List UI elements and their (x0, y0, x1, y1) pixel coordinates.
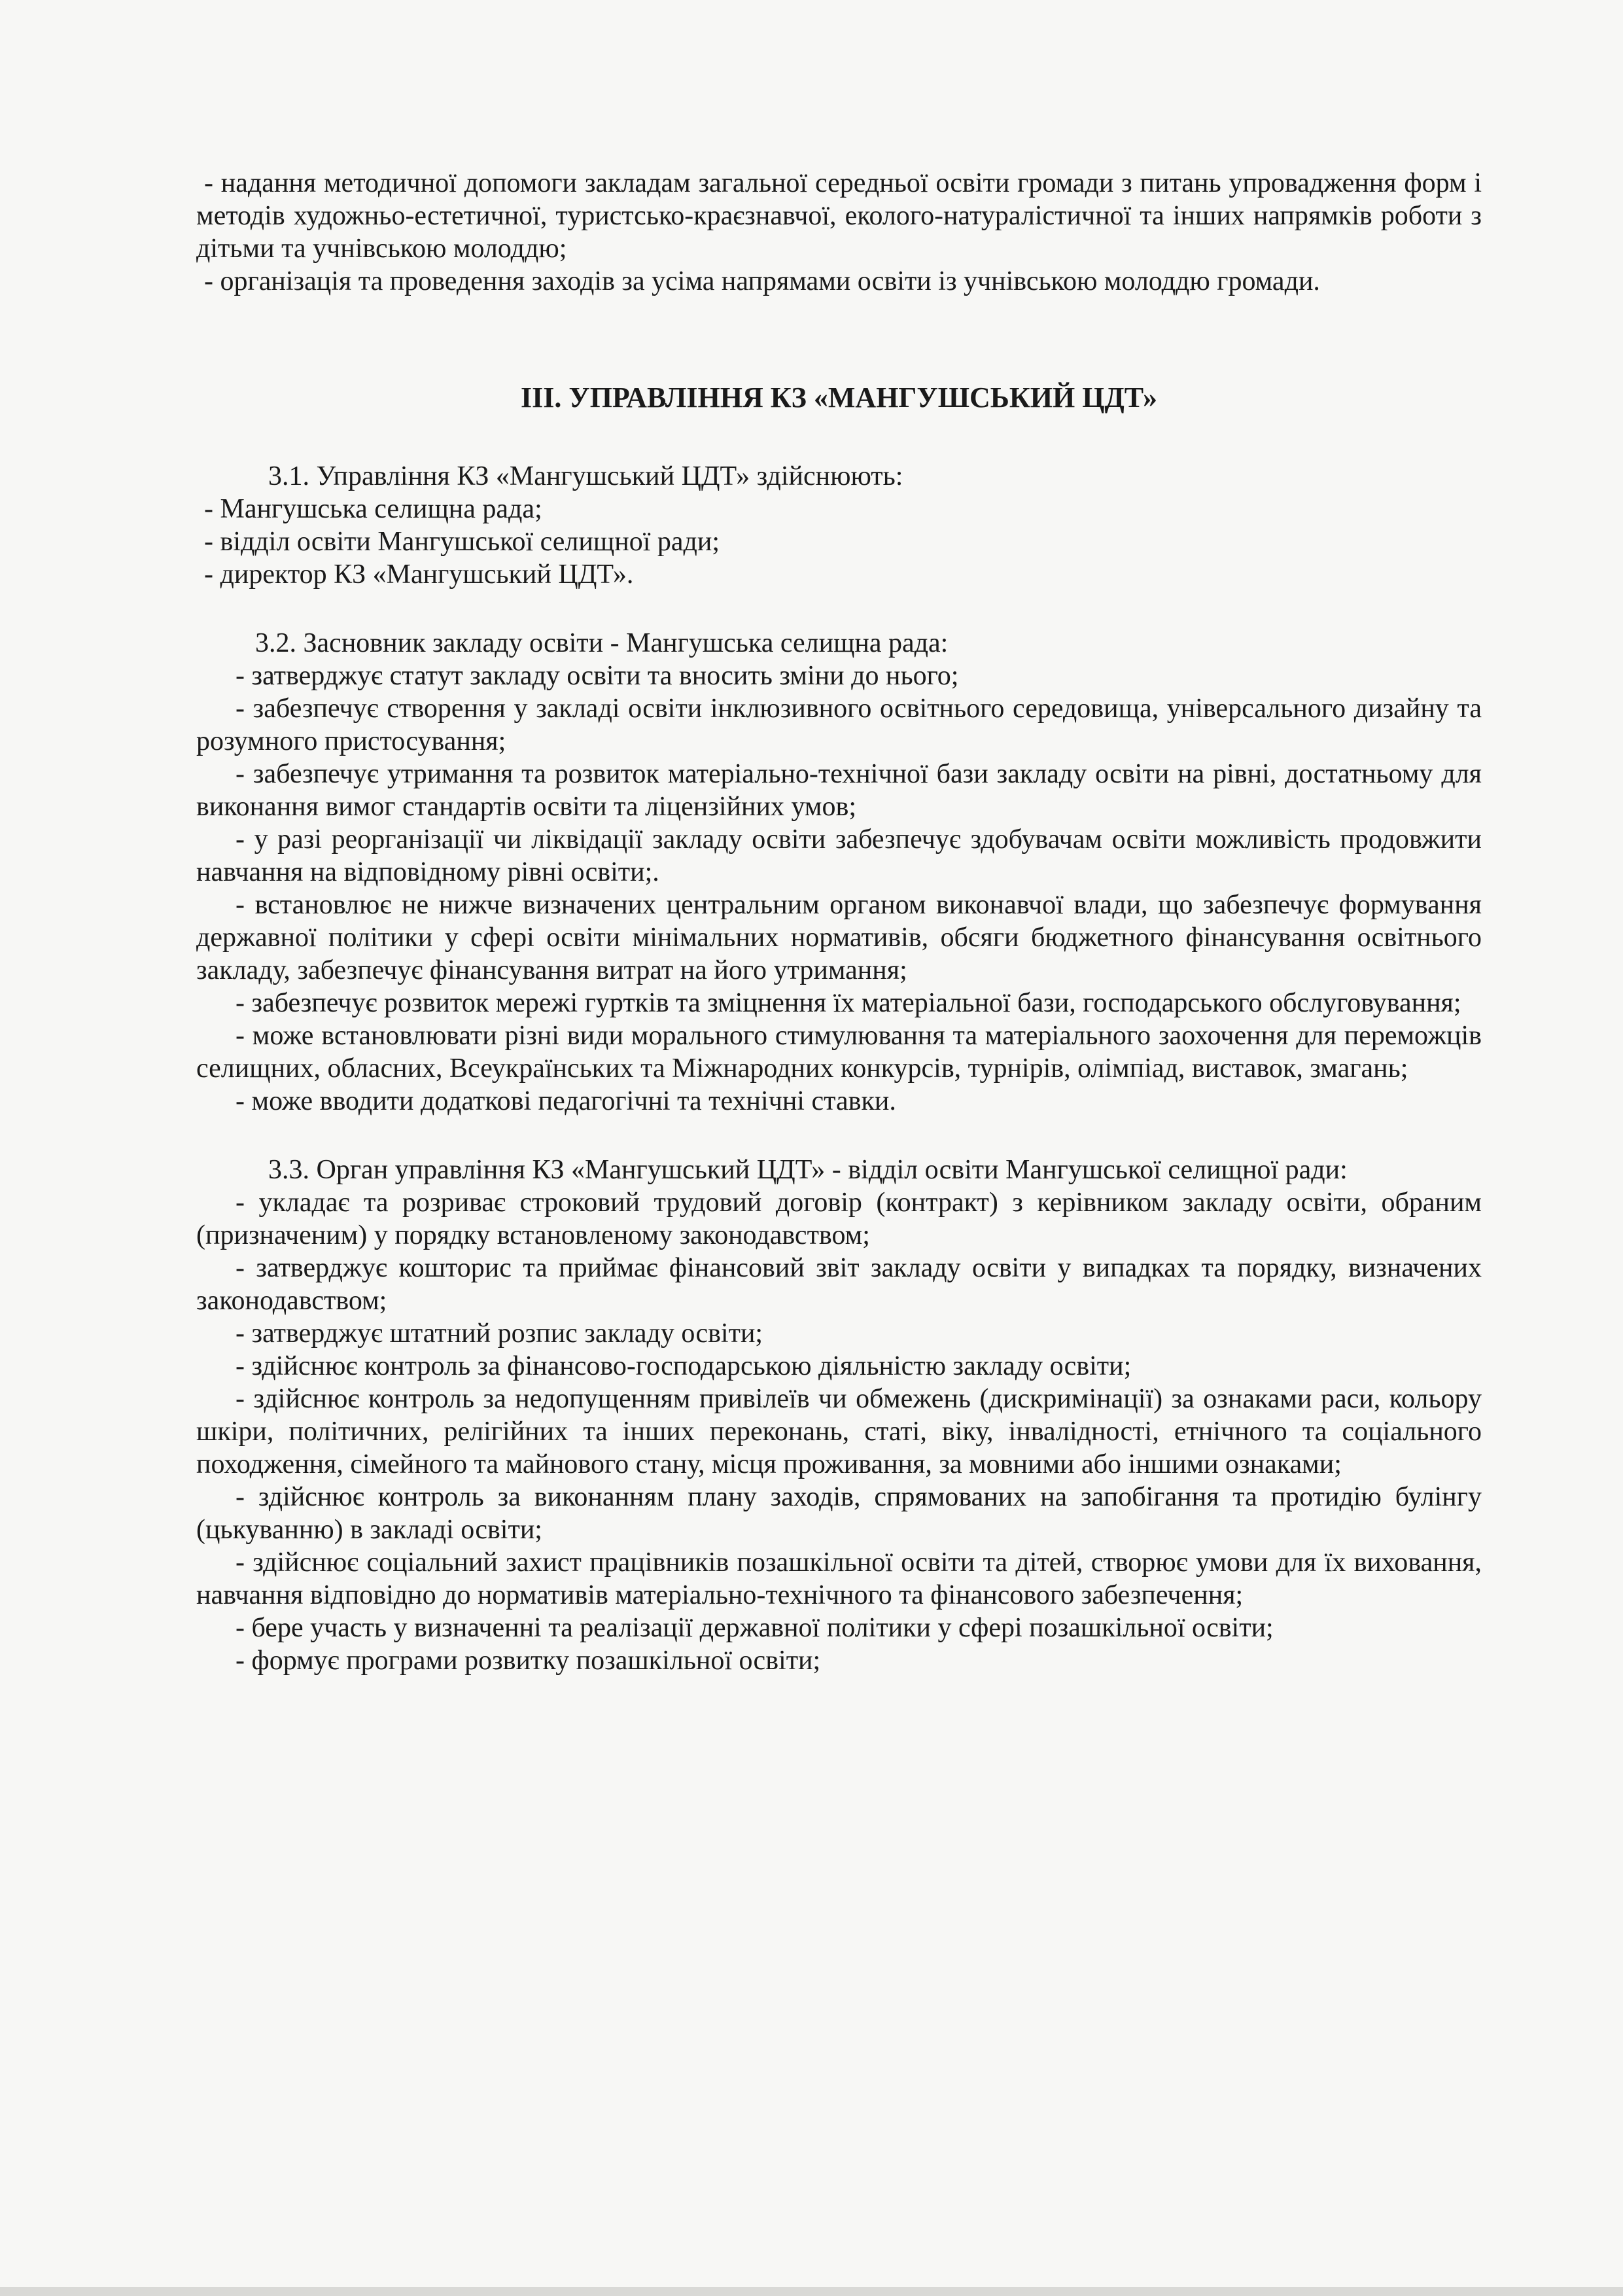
section-3-1 (196, 460, 1482, 591)
scan-edge (0, 2287, 1623, 2296)
intro-item: - надання методичної допомоги закладам загальної середньої освіти громади з питань упровадження форм і методів художньо-естетичної, туристсько-краєзнавчої, еколого-натуралістичної та інших напрямків роботи з дітьми та учнівською молоддю; (196, 168, 1482, 264)
list-item: - здійснює контроль за виконанням плану заходів, спрямованих на запобігання та протидію булінгу (цькуванню) в закладі освіти; (196, 1482, 1482, 1545)
list-item: - забезпечує розвиток мережі гуртків та зміцнення їх матеріальної бази, господарського обслуговування; (236, 988, 1461, 1018)
list-item: - може встановлювати різні види морального стимулювання та матеріального заохочення для переможців селищних, обласних, Всеукраїнських та Міжнародних конкурсів, турнірів, олімпіад, виставок, змагань; (196, 1021, 1482, 1084)
intro-item: - організація та проведення заходів за усіма напрямами освіти із учнівською молоддю громади. (204, 266, 1320, 296)
list-item: - формує програми розвитку позашкільної освіти; (236, 1646, 821, 1676)
list-item: - здійснює контроль за фінансово-господарською діяльністю закладу освіти; (236, 1351, 1132, 1381)
document-body (196, 167, 1482, 1677)
section-3-1-heading: 3.1. Управління КЗ «Мангушський ЦДТ» здійснюють: (268, 461, 903, 491)
section-3-2-heading: 3.2. Засновник закладу освіти - Мангушська селищна рада: (255, 628, 949, 658)
list-item: - забезпечує утримання та розвиток матеріально-технічної бази закладу освіти на рівні, достатньому для виконання вимог стандартів освіти та ліцензійних умов; (196, 759, 1482, 822)
section-3-3 (196, 1154, 1482, 1677)
list-item: - встановлює не нижче визначених центральним органом виконавчої влади, що забезпечує формування державної політики у сфері освіти мінімальних нормативів, обсяги бюджетного фінансування освітнього закладу, забезпечує фінансування витрат на його утримання; (196, 890, 1482, 985)
list-item: - Мангушська селищна рада; (204, 494, 542, 524)
list-item: - затверджує штатний розпис закладу освіти; (236, 1318, 763, 1349)
list-item: - укладає та розриває строковий трудовий договір (контракт) з керівником закладу освіти, обраним (призначеним) у порядку встановленому законодавством; (196, 1188, 1482, 1250)
list-item: - здійснює контроль за недопущенням привілеїв чи обмежень (дискримінації) за ознаками раси, кольору шкіри, політичних, релігійних та інших переконань, статі, віку, інвалідності, етнічного та соціального походження, сімейного та майнового стану, місця проживання, за мовними або іншими ознаками; (196, 1384, 1482, 1479)
spacer (196, 1118, 1482, 1154)
list-item: - затверджує кошторис та приймає фінансовий звіт закладу освіти у випадках та порядку, визначених законодавством; (196, 1253, 1482, 1316)
list-item: - у разі реорганізації чи ліквідації закладу освіти забезпечує здобувачам освіти можливість продовжити навчання на відповідному рівні освіти;. (196, 824, 1482, 887)
list-item: - забезпечує створення у закладі освіти інклюзивного освітнього середовища, універсального дизайну та розумного пристосування; (196, 694, 1482, 756)
list-item: - відділ освіти Мангушської селищної ради; (204, 527, 720, 557)
list-item: - бере участь у визначенні та реалізації державної політики у сфері позашкільної освіти; (236, 1613, 1274, 1643)
spacer (196, 591, 1482, 627)
list-item: - затверджує статут закладу освіти та вносить зміни до нього; (236, 661, 959, 691)
section-title: ІІІ. УПРАВЛІННЯ КЗ «МАНГУШСЬКИЙ ЦДТ» (521, 381, 1157, 414)
section-3-2 (196, 627, 1482, 1118)
section-3-3-heading: 3.3. Орган управління КЗ «Мангушський ЦДТ» - відділ освіти Мангушської селищної ради: (268, 1155, 1348, 1185)
list-item: - здійснює соціальний захист працівників позашкільної освіти та дітей, створює умови для їх виховання, навчання відповідно до нормативів матеріально-технічного та фінансового забезпечення; (196, 1547, 1482, 1610)
list-item: - директор КЗ «Мангушський ЦДТ». (204, 559, 634, 590)
list-item: - може вводити додаткові педагогічні та технічні ставки. (236, 1086, 896, 1116)
